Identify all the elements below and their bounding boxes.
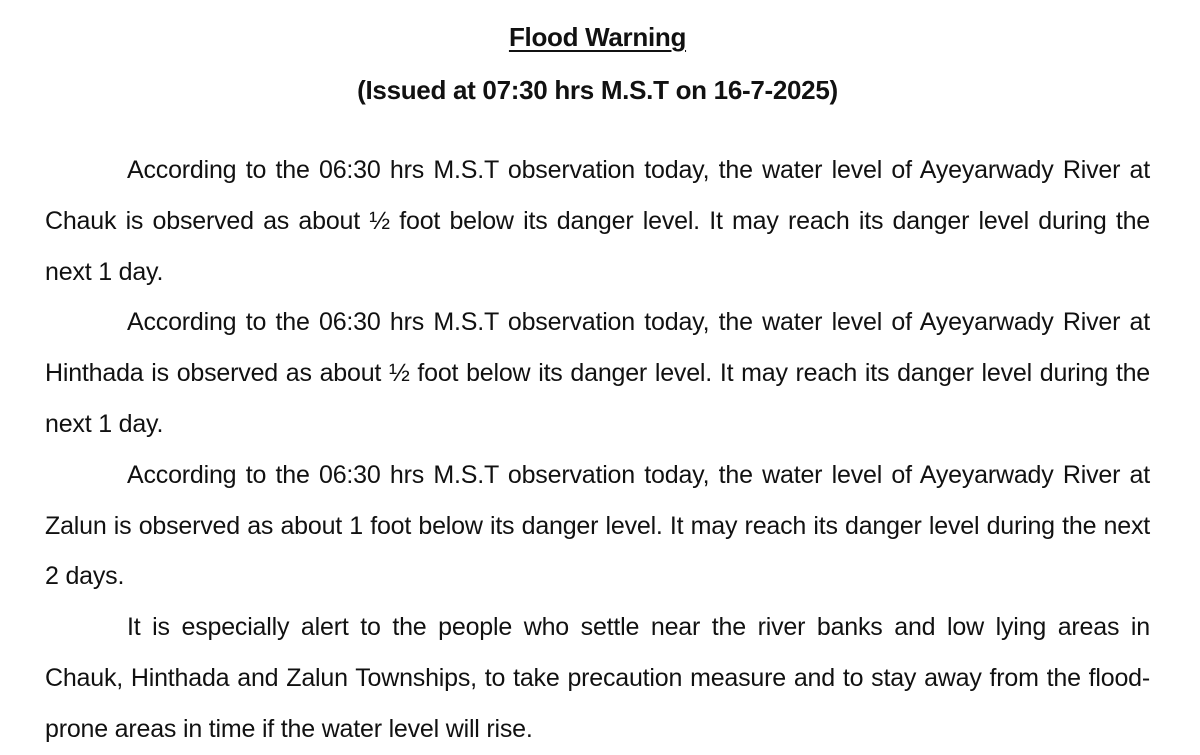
document-body: [45, 145, 1150, 755]
paragraph-zalun: According to the 06:30 hrs M.S.T observation today, the water level of Ayeyarwady River at Zalun is observed as about 1 foot below its danger level. It may reach its danger level during the next 2 days.: [45, 460, 1150, 591]
paragraph-alert: It is especially alert to the people who settle near the river banks and low lying areas in Chauk, Hinthada and Zalun Townships, to take precaution measure and to stay away from the flood-prone areas in time if the water level will rise.: [45, 613, 1150, 743]
issued-time-subtitle: (Issued at 07:30 hrs M.S.T on 16-7-2025): [357, 75, 838, 105]
paragraph-chauk: According to the 06:30 hrs M.S.T observation today, the water level of Ayeyarwady River at Chauk is observed as about ½ foot below its danger level. It may reach its danger level during the next 1 day.: [45, 156, 1150, 286]
flood-warning-document: [45, 0, 1150, 755]
document-title: Flood Warning: [508, 22, 687, 52]
paragraph-hinthada: According to the 06:30 hrs M.S.T observation today, the water level of Ayeyarwady River at Hinthada is observed as about ½ foot below its danger level. It may reach its danger level during the next 1 day.: [45, 308, 1150, 438]
